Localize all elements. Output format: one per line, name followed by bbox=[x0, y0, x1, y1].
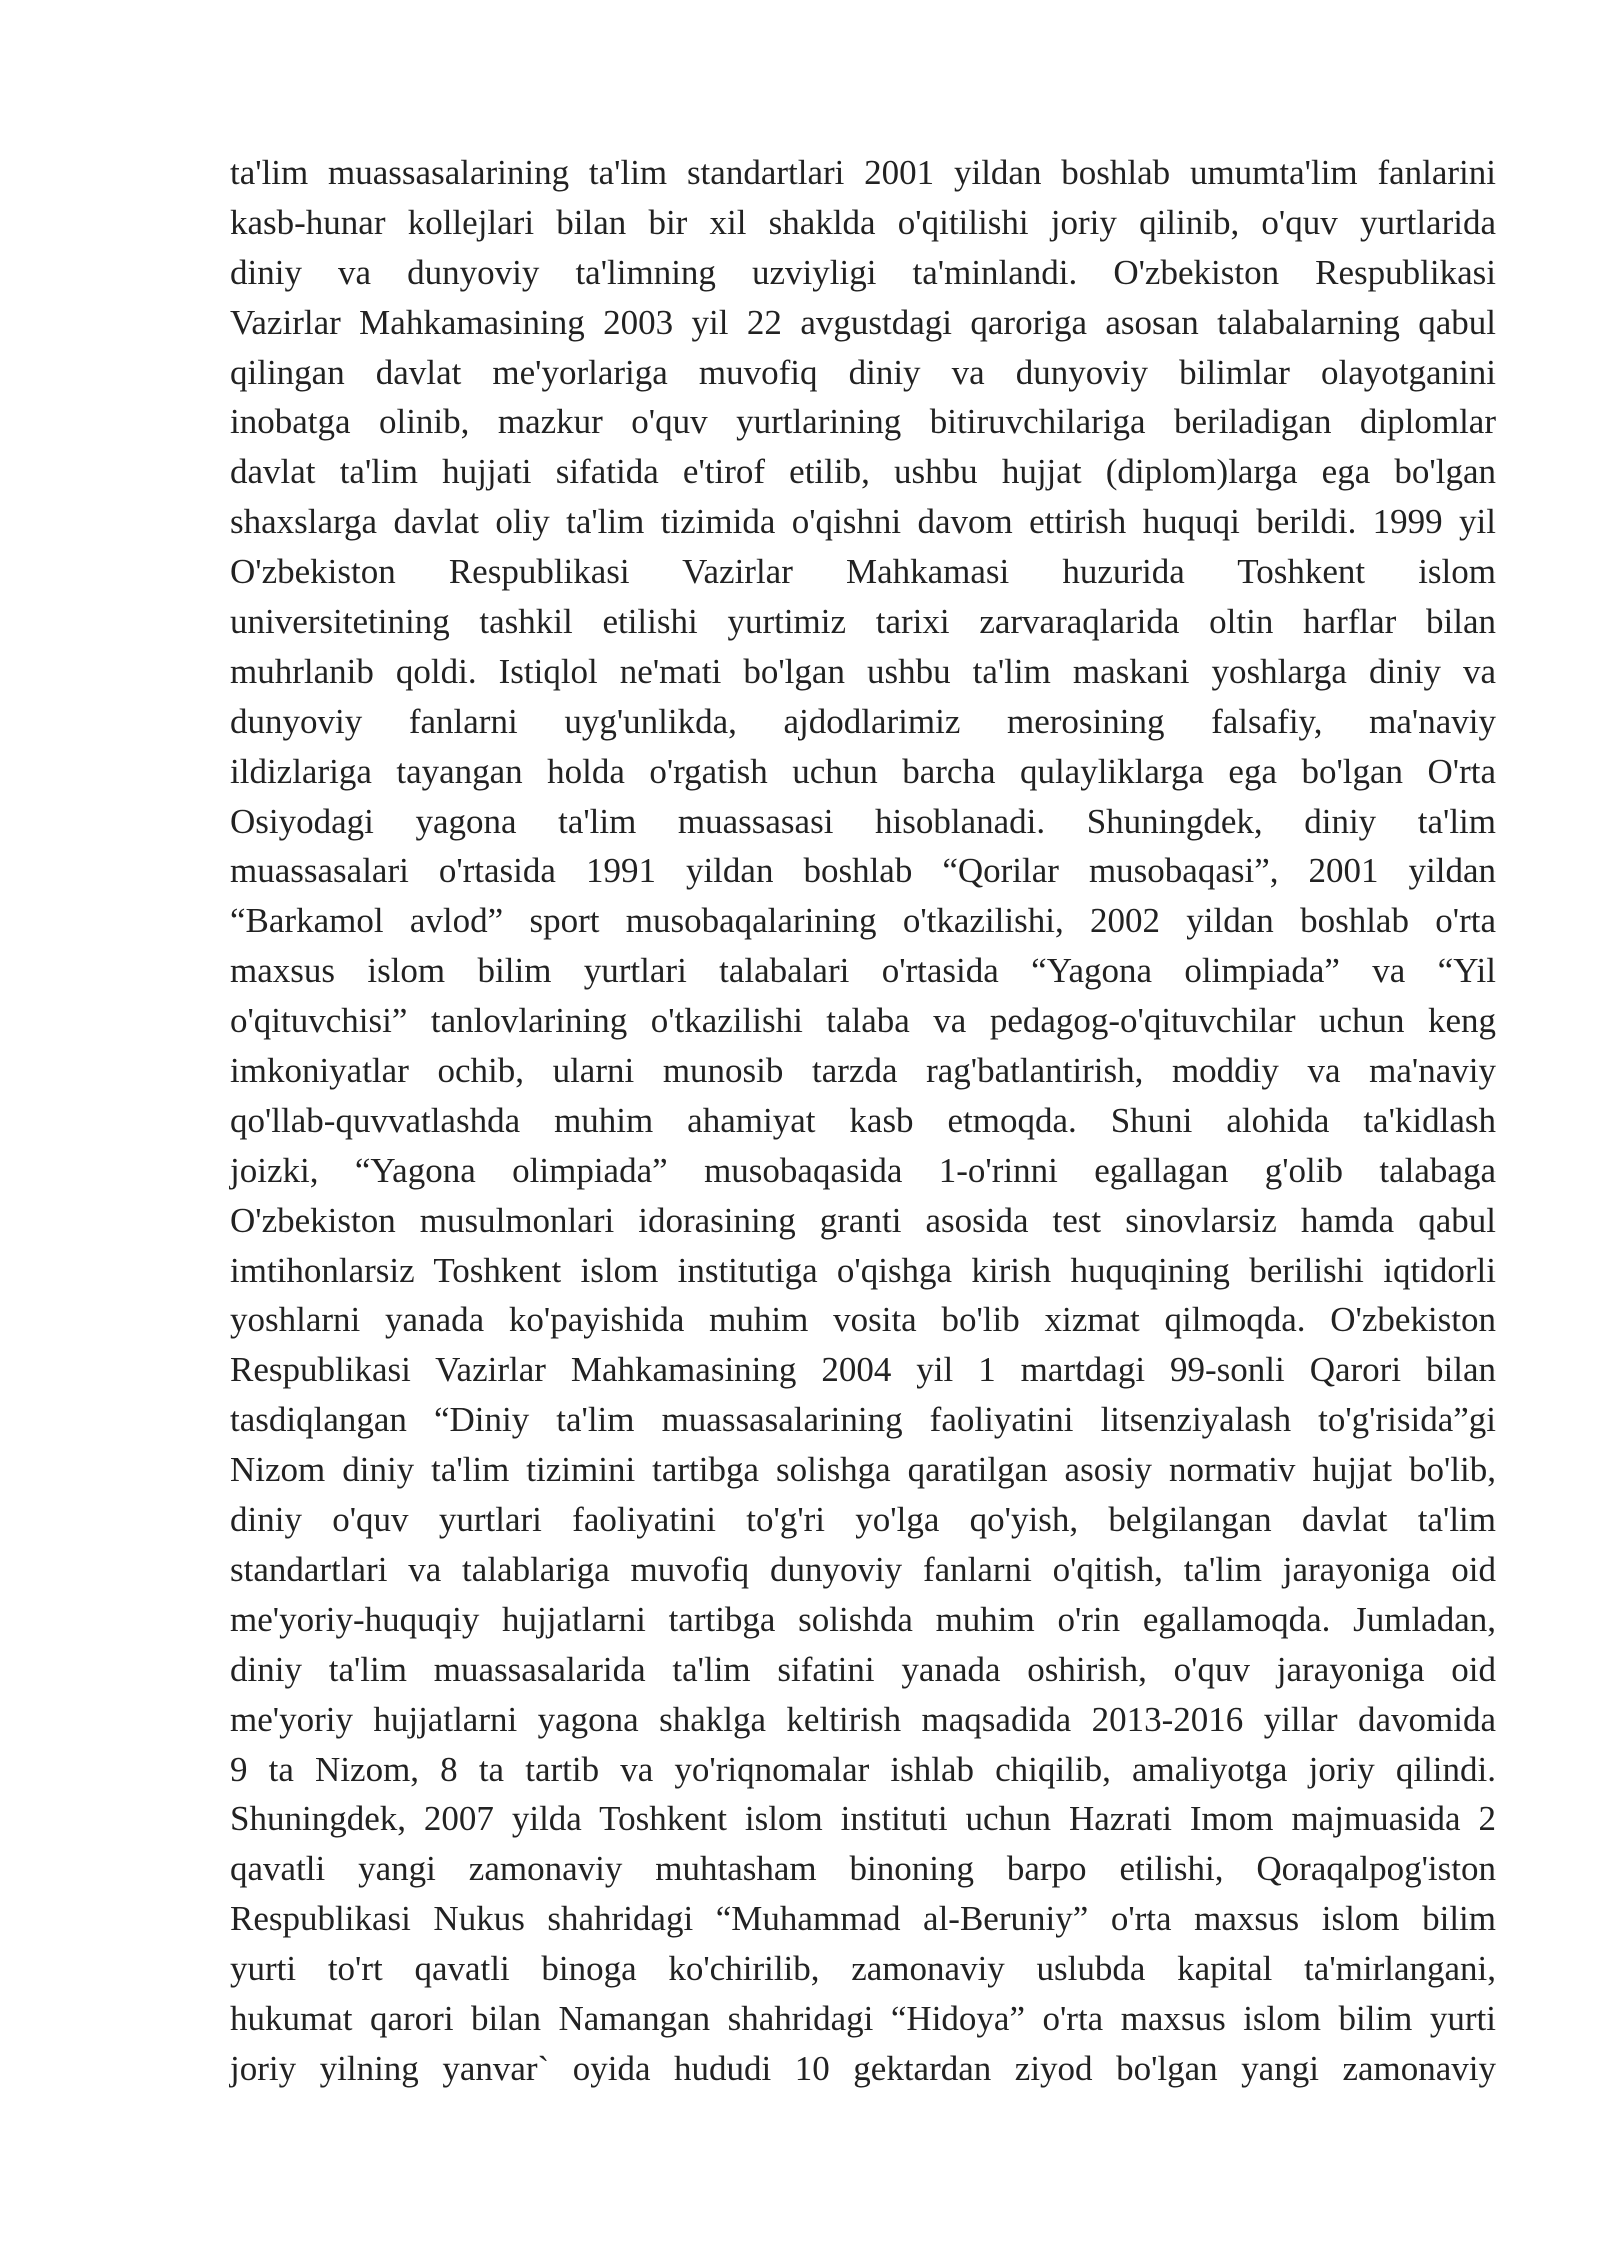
text-line: 9 ta Nizom, 8 ta tartib va yo'riqnomalar ishlab chiqilib, amaliyotga joriy qilindi. bbox=[230, 1749, 1496, 1789]
text-line: Osiyodagi yagona ta'lim muassasasi hisoblanadi. Shuningdek, diniy ta'lim bbox=[230, 801, 1496, 841]
text-line: davlat ta'lim hujjati sifatida e'tirof etilib, ushbu hujjat (diplom)larga ega bo'lgan bbox=[230, 452, 1496, 492]
text-line: yoshlarni yanada ko'payishida muhim vosita bo'lib xizmat qilmoqda. O'zbekiston bbox=[230, 1300, 1496, 1340]
text-line: imkoniyatlar ochib, ularni munosib tarzda rag'batlantirish, moddiy va ma'naviy bbox=[230, 1051, 1496, 1091]
text-line: kasb-hunar kollejlari bilan bir xil shaklda o'qitilishi joriy qilinib, o'quv yurtlarida bbox=[230, 202, 1496, 242]
text-line: standartlari va talablariga muvofiq dunyoviy fanlarni o'qitish, ta'lim jarayoniga oid bbox=[230, 1549, 1496, 1589]
text-line: Nizom diniy ta'lim tizimini tartibga solishga qaratilgan asosiy normativ hujjat bo'lib, bbox=[230, 1450, 1496, 1490]
text-line: inobatga olinib, mazkur o'quv yurtlarining bitiruvchilariga beriladigan diplomlar bbox=[230, 402, 1496, 442]
text-line: imtihonlarsiz Toshkent islom institutiga o'qishga kirish huquqining berilishi iqtidorli bbox=[230, 1250, 1496, 1290]
text-line: diniy va dunyoviy ta'limning uzviyligi ta'minlandi. O'zbekiston Respublikasi bbox=[230, 252, 1496, 292]
text-line: ildizlariga tayangan holda o'rgatish uchun barcha qulayliklarga ega bo'lgan O'rta bbox=[230, 751, 1496, 791]
text-line: Respublikasi Vazirlar Mahkamasining 2004 yil 1 martdagi 99-sonli Qarori bilan bbox=[230, 1350, 1496, 1390]
text-line: Vazirlar Mahkamasining 2003 yil 22 avgustdagi qaroriga asosan talabalarning qabul bbox=[230, 302, 1496, 342]
text-line: O'zbekiston musulmonlari idorasining granti asosida test sinovlarsiz hamda qabul bbox=[230, 1200, 1496, 1240]
text-line: universitetining tashkil etilishi yurtimiz tarixi zarvaraqlarida oltin harflar bilan bbox=[230, 602, 1496, 642]
text-line: tasdiqlangan “Diniy ta'lim muassasalarining faoliyatini litsenziyalash to'g'risida”gi bbox=[230, 1400, 1496, 1440]
text-line: dunyoviy fanlarni uyg'unlikda, ajdodlarimiz merosining falsafiy, ma'naviy bbox=[230, 701, 1496, 741]
text-line: joriy yilning yanvar` oyida hududi 10 gektardan ziyod bo'lgan yangi zamonaviy bbox=[230, 2048, 1496, 2088]
text-line: qilingan davlat me'yorlariga muvofiq diniy va dunyoviy bilimlar olayotganini bbox=[230, 352, 1496, 392]
text-line: diniy o'quv yurtlari faoliyatini to'g'ri yo'lga qo'yish, belgilangan davlat ta'lim bbox=[230, 1500, 1496, 1540]
text-line: maxsus islom bilim yurtlari talabalari o'rtasida “Yagona olimpiada” va “Yil bbox=[230, 951, 1496, 991]
text-line: muassasalari o'rtasida 1991 yildan boshlab “Qorilar musobaqasi”, 2001 yildan bbox=[230, 851, 1496, 891]
text-line: “Barkamol avlod” sport musobaqalarining o'tkazilishi, 2002 yildan boshlab o'rta bbox=[230, 901, 1496, 941]
text-line: me'yoriy hujjatlarni yagona shaklga keltirish maqsadida 2013-2016 yillar davomida bbox=[230, 1699, 1496, 1739]
text-line: diniy ta'lim muassasalarida ta'lim sifatini yanada oshirish, o'quv jarayoniga oid bbox=[230, 1649, 1496, 1689]
text-line: Respublikasi Nukus shahridagi “Muhammad al-Beruniy” o'rta maxsus islom bilim bbox=[230, 1899, 1496, 1939]
text-line: joizki, “Yagona olimpiada” musobaqasida 1-o'rinni egallagan g'olib talabaga bbox=[230, 1150, 1496, 1190]
text-line: o'qituvchisi” tanlovlarining o'tkazilishi talaba va pedagog-o'qituvchilar uchun keng bbox=[230, 1001, 1496, 1041]
text-line: yurti to'rt qavatli binoga ko'chirilib, zamonaviy uslubda kapital ta'mirlangani, bbox=[230, 1949, 1496, 1989]
text-line: me'yoriy-huquqiy hujjatlarni tartibga solishda muhim o'rin egallamoqda. Jumladan, bbox=[230, 1599, 1496, 1639]
text-line: O'zbekiston Respublikasi Vazirlar Mahkamasi huzurida Toshkent islom bbox=[230, 552, 1496, 592]
body-paragraph bbox=[230, 148, 1496, 2094]
text-line: hukumat qarori bilan Namangan shahridagi “Hidoya” o'rta maxsus islom bilim yurti bbox=[230, 1998, 1496, 2038]
text-line: Shuningdek, 2007 yilda Toshkent islom instituti uchun Hazrati Imom majmuasida 2 bbox=[230, 1799, 1496, 1839]
text-line: shaxslarga davlat oliy ta'lim tizimida o'qishni davom ettirish huquqi berildi. 1999 yil bbox=[230, 502, 1496, 542]
text-line: qavatli yangi zamonaviy muhtasham binoning barpo etilishi, Qoraqalpog'iston bbox=[230, 1849, 1496, 1889]
text-line: ta'lim muassasalarining ta'lim standartlari 2001 yildan boshlab umumta'lim fanlarini bbox=[230, 153, 1496, 192]
text-line: muhrlanib qoldi. Istiqlol ne'mati bo'lgan ushbu ta'lim maskani yoshlarga diniy va bbox=[230, 651, 1496, 691]
text-line: qo'llab-quvvatlashda muhim ahamiyat kasb etmoqda. Shuni alohida ta'kidlash bbox=[230, 1100, 1496, 1140]
